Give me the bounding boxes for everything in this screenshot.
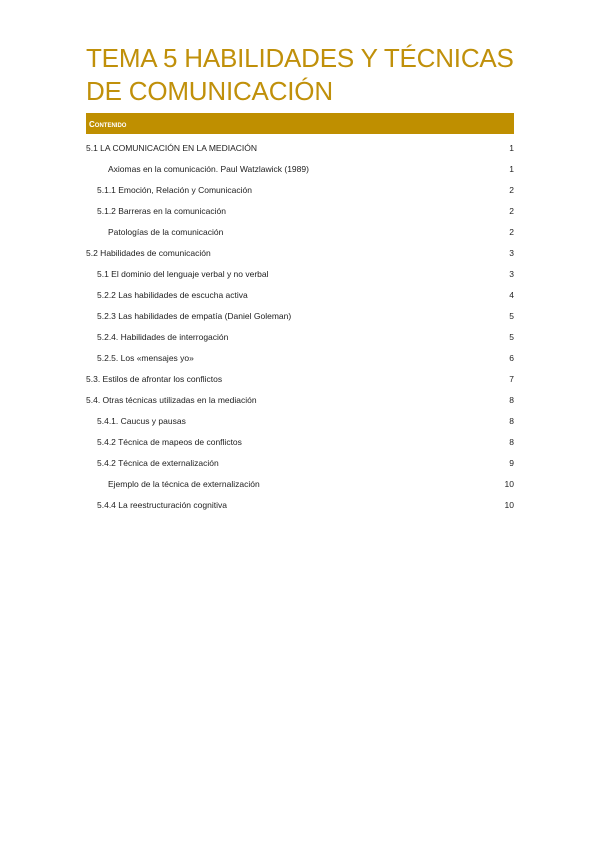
toc-entry-page: 5	[509, 311, 514, 321]
toc-heading: Contenido	[89, 120, 127, 129]
toc-entry-page: 1	[509, 143, 514, 153]
toc-heading-bar	[86, 113, 514, 134]
toc-entry[interactable]	[97, 204, 514, 218]
toc-entry-page: 7	[509, 374, 514, 384]
toc-entry-page: 9	[509, 458, 514, 468]
toc-entry[interactable]	[97, 435, 514, 449]
toc-entry-page: 2	[509, 185, 514, 195]
toc-entry-page: 8	[509, 395, 514, 405]
toc-entry[interactable]	[97, 498, 514, 512]
toc-entry[interactable]	[108, 162, 514, 176]
toc-entry-label: 5.1 LA COMUNICACIÓN EN LA MEDIACIÓN	[86, 143, 257, 153]
toc-entry-page: 5	[509, 332, 514, 342]
toc-entry-page: 2	[509, 227, 514, 237]
toc-entry-label: 5.4.4 La reestructuración cognitiva	[97, 500, 227, 510]
toc-entry[interactable]	[97, 330, 514, 344]
toc-entry-label: 5.4.2 Técnica de mapeos de conflictos	[97, 437, 242, 447]
toc-entry[interactable]	[108, 225, 514, 239]
document-title: TEMA 5 HABILIDADES Y TÉCNICAS DE COMUNICACIÓN	[86, 43, 514, 106]
toc-entry-label: 5.2.3 Las habilidades de empatía (Daniel Goleman)	[97, 311, 292, 321]
toc-entry[interactable]	[86, 372, 514, 386]
toc-entry-label: 5.1 El dominio del lenguaje verbal y no verbal	[97, 269, 269, 279]
toc-entry-label: 5.2 Habilidades de comunicación	[86, 248, 211, 258]
toc-entry-label: 5.2.5. Los «mensajes yo»	[97, 353, 194, 363]
toc-entry[interactable]	[97, 288, 514, 302]
toc-entry-label: 5.2.4. Habilidades de interrogación	[97, 332, 229, 342]
toc-entry-label: Ejemplo de la técnica de externalización	[108, 479, 260, 489]
toc-entry[interactable]	[97, 456, 514, 470]
toc-entry[interactable]	[97, 309, 514, 323]
toc-entry[interactable]	[86, 246, 514, 260]
toc-entry-label: 5.4. Otras técnicas utilizadas en la mediación	[86, 395, 257, 405]
toc-entry[interactable]	[108, 477, 514, 491]
toc-entry-label: 5.1.1 Emoción, Relación y Comunicación	[97, 185, 252, 195]
toc-entry[interactable]	[86, 141, 514, 155]
toc-entry[interactable]	[97, 351, 514, 365]
toc-entry[interactable]	[97, 183, 514, 197]
toc-entry-label: 5.3. Estilos de afrontar los conflictos	[86, 374, 223, 384]
toc-entry-page: 3	[509, 269, 514, 279]
toc-entry-page: 6	[509, 353, 514, 363]
toc-entry-label: Axiomas en la comunicación. Paul Watzlawick (1989)	[108, 164, 309, 174]
toc-entry-page: 4	[509, 290, 514, 300]
toc-entry-page: 10	[504, 500, 514, 510]
toc-entry-label: 5.2.2 Las habilidades de escucha activa	[97, 290, 248, 300]
toc-entry-label: 5.4.2 Técnica de externalización	[97, 458, 219, 468]
toc-entry-page: 3	[509, 248, 514, 258]
toc-entry-label: 5.4.1. Caucus y pausas	[97, 416, 186, 426]
toc-entry-page: 8	[509, 416, 514, 426]
toc-entry-page: 2	[509, 206, 514, 216]
toc-entry-page: 8	[509, 437, 514, 447]
toc-entry-label: 5.1.2 Barreras en la comunicación	[97, 206, 226, 216]
toc-entry[interactable]	[97, 267, 514, 281]
toc-entry[interactable]	[97, 414, 514, 428]
toc-entry[interactable]	[86, 393, 514, 407]
toc-entry-label: Patologías de la comunicación	[108, 227, 224, 237]
toc-entry-page: 10	[504, 479, 514, 489]
toc-entry-page: 1	[509, 164, 514, 174]
